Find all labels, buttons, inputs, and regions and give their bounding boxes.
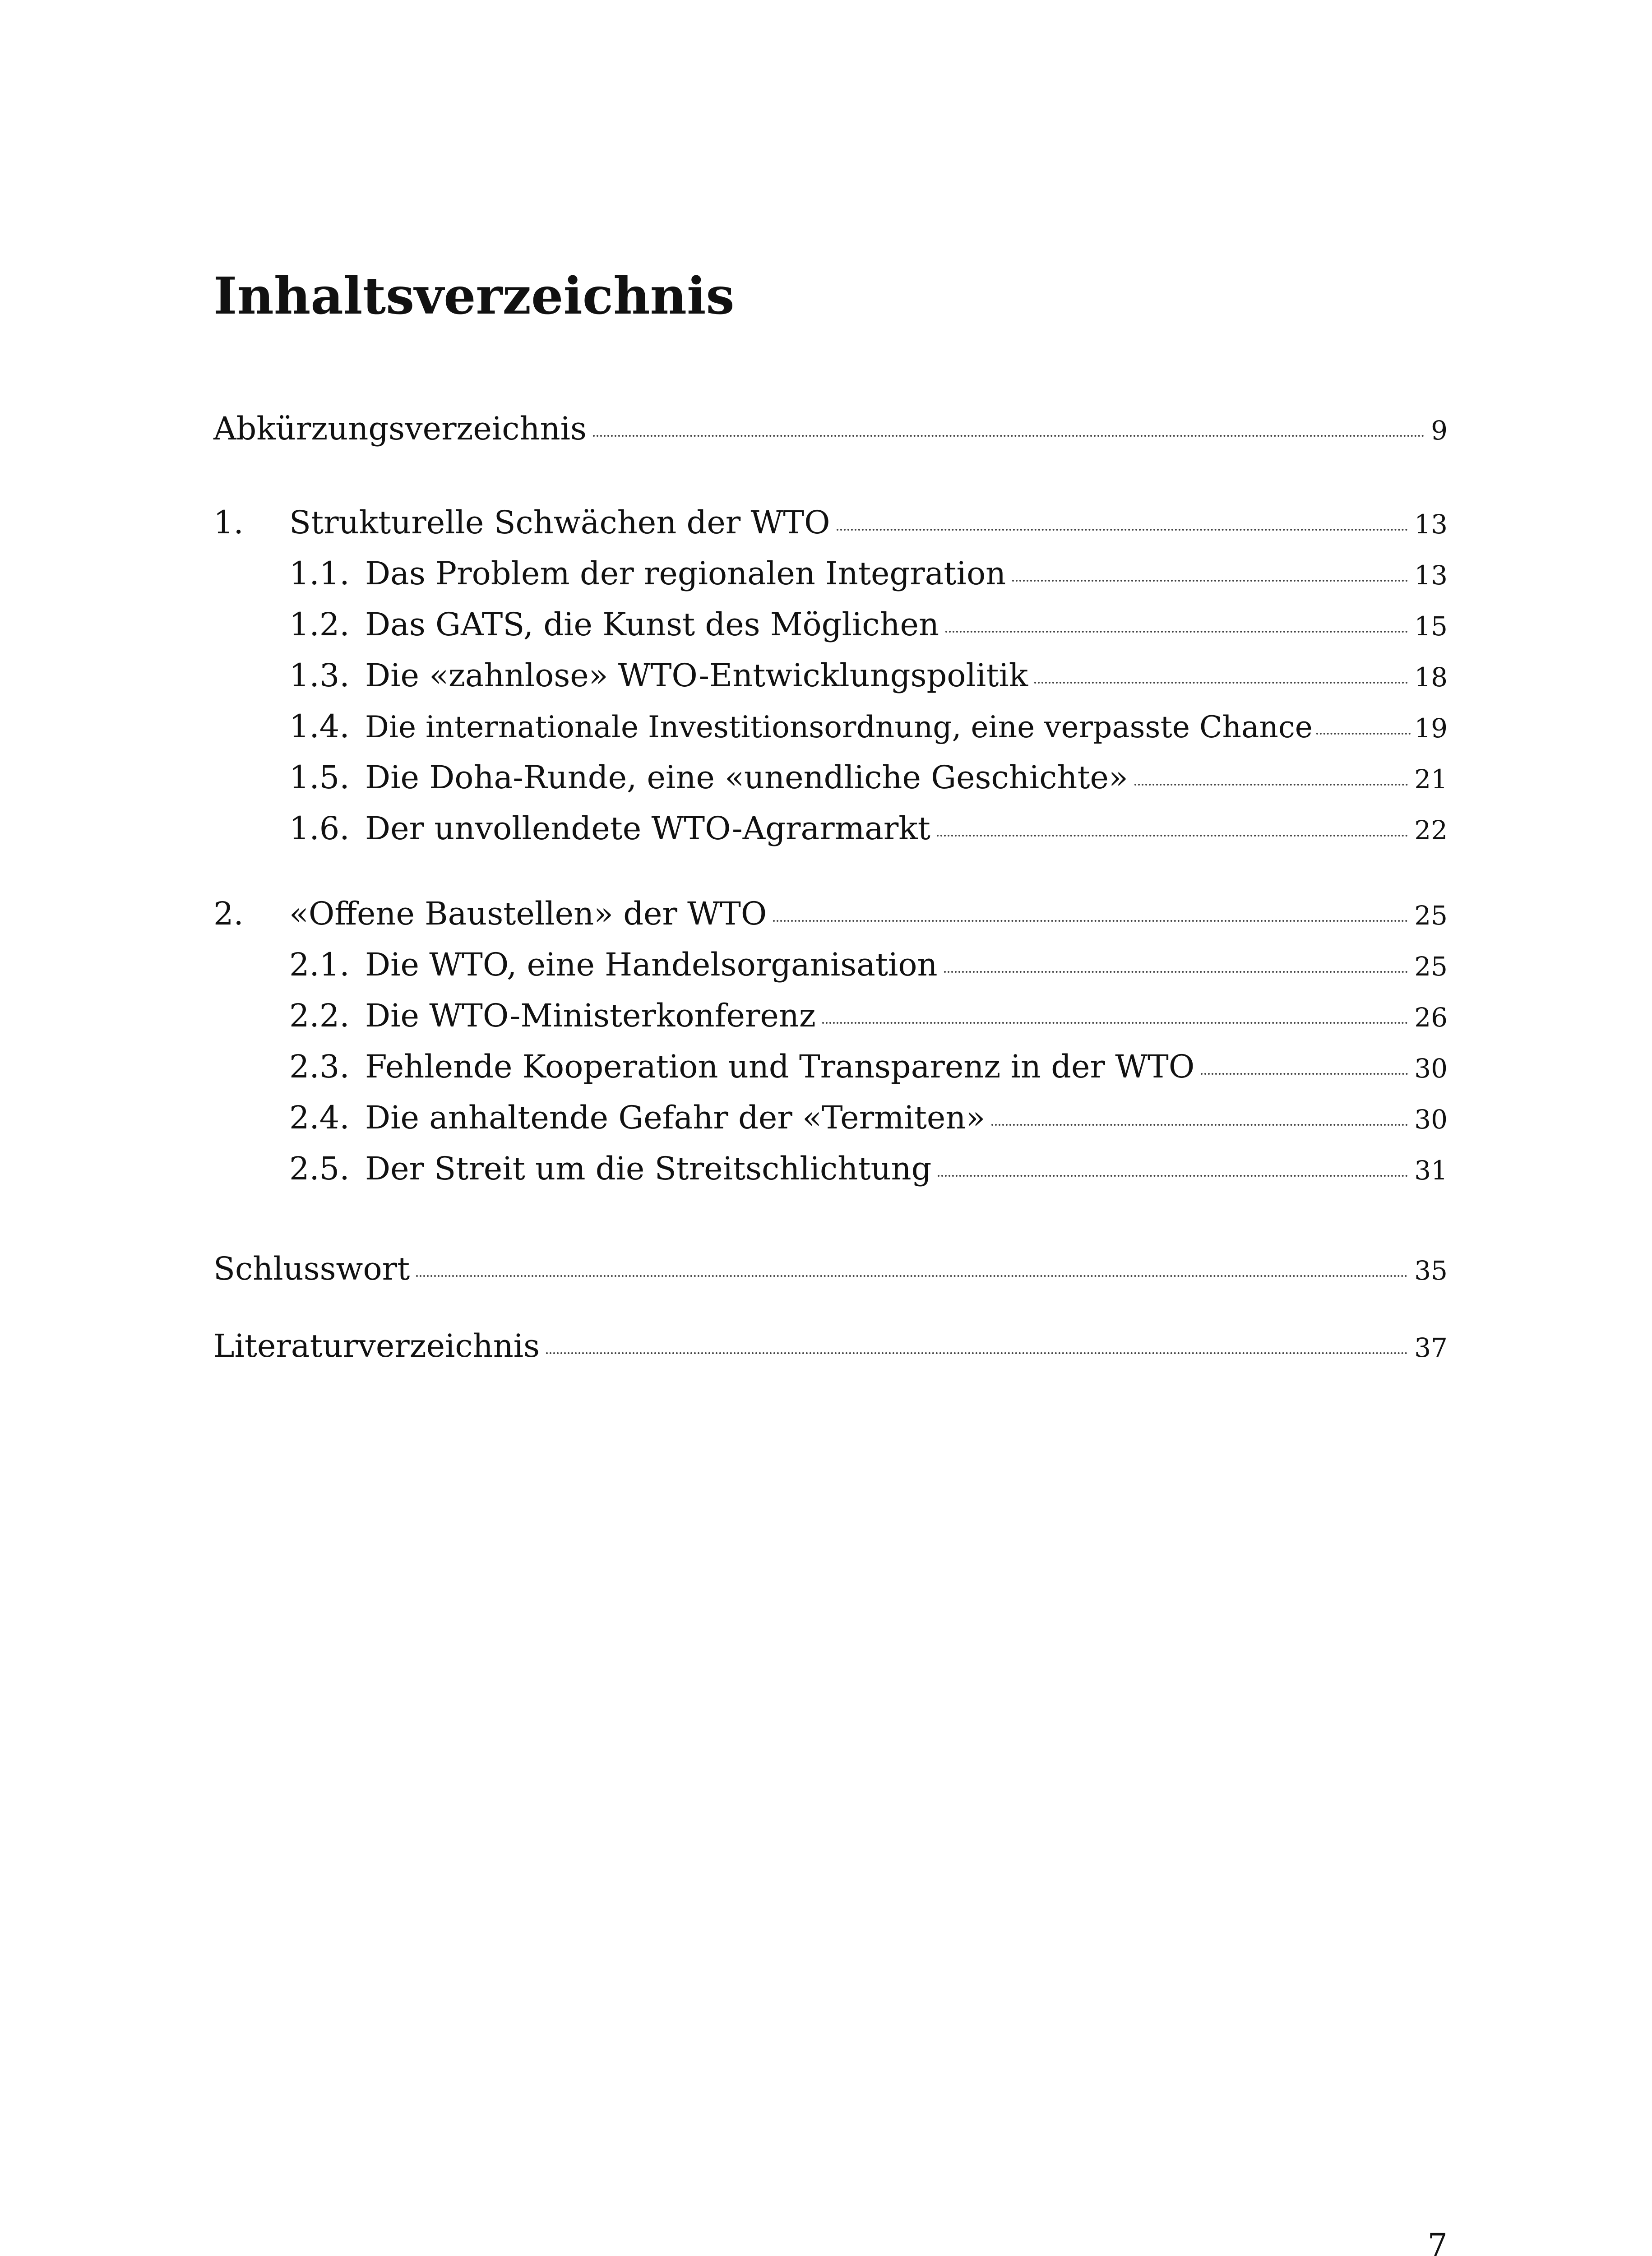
toc-entry-number: 1.6. — [289, 810, 350, 847]
toc-entry-title: Der unvollendete WTO-Agrarmarkt — [365, 810, 930, 847]
toc-entry-title: Die WTO, eine Handelsorganisation — [365, 946, 938, 983]
dot-leader — [822, 1022, 1408, 1024]
toc-entry-section-1-1[interactable] — [289, 555, 1448, 592]
toc-entry-section-2-5[interactable] — [289, 1150, 1448, 1187]
dot-leader — [546, 1352, 1408, 1354]
toc-page-number: 22 — [1414, 815, 1448, 846]
toc-entry-title: «Offene Baustellen» der WTO — [289, 895, 767, 932]
dot-leader — [938, 1175, 1408, 1177]
toc-entry-title: Die «zahnlose» WTO-Entwicklungspolitik — [365, 657, 1028, 694]
toc-entry-literaturverzeichnis[interactable] — [213, 1327, 1448, 1364]
toc-entry-number: 1.3. — [289, 657, 350, 694]
toc-entry-title: Das Problem der regionalen Integration — [365, 555, 1006, 592]
toc-entry-number: 2.4. — [289, 1099, 350, 1136]
toc-page-number: 30 — [1414, 1104, 1448, 1135]
toc-entry-section-2-2[interactable] — [289, 997, 1448, 1034]
toc-entry-title: Die internationale Investitionsordnung, eine verpasste Chance — [365, 710, 1313, 744]
toc-page-number: 25 — [1414, 951, 1448, 982]
toc-page-number: 30 — [1414, 1053, 1448, 1084]
toc-entry-number: 1.5. — [289, 759, 350, 796]
toc-entry-title: Strukturelle Schwächen der WTO — [289, 504, 830, 541]
toc-entry-section-2-4[interactable] — [289, 1099, 1448, 1136]
toc-entry-number: 2.5. — [289, 1150, 350, 1187]
toc-entry-number: 2.1. — [289, 946, 350, 983]
dot-leader — [937, 835, 1408, 837]
toc-page-number: 13 — [1414, 560, 1448, 591]
page-title: Inhaltsverzeichnis — [213, 267, 735, 326]
dot-leader — [1201, 1073, 1408, 1075]
dot-leader — [837, 529, 1408, 531]
toc-entry-title: Das GATS, die Kunst des Möglichen — [365, 606, 939, 643]
toc-entry-title: Fehlende Kooperation und Transparenz in der WTO — [365, 1048, 1195, 1085]
dot-leader — [1316, 733, 1411, 735]
dot-leader — [773, 920, 1408, 922]
toc-entry-number: 2.3. — [289, 1048, 350, 1085]
toc-page-number: 15 — [1414, 611, 1448, 642]
toc-page-number: 25 — [1414, 900, 1448, 931]
dot-leader — [416, 1275, 1408, 1277]
page-number: 7 — [1427, 2227, 1448, 2256]
dot-leader — [1134, 784, 1408, 786]
toc-entry-title: Die anhaltende Gefahr der «Termiten» — [365, 1099, 986, 1136]
dot-leader — [1034, 682, 1408, 684]
toc-entry-section-2-1[interactable] — [289, 946, 1448, 983]
toc-page-number: 35 — [1414, 1255, 1448, 1286]
toc-entry-section-1-4[interactable] — [289, 708, 1448, 745]
toc-entry-number: 2. — [213, 895, 244, 932]
toc-entry-number: 1. — [213, 504, 244, 541]
dot-leader — [945, 631, 1408, 633]
toc-entry-number: 1.2. — [289, 606, 350, 643]
toc-entry-number: 2.2. — [289, 997, 350, 1034]
toc-entry-title: Die Doha-Runde, eine «unendliche Geschichte» — [365, 759, 1128, 796]
toc-entry-chapter-2[interactable] — [213, 895, 1448, 932]
toc-entry-title: Abkürzungsverzeichnis — [213, 410, 587, 447]
toc-entry-section-2-3[interactable] — [289, 1048, 1448, 1085]
toc-entry-number: 1.4. — [289, 708, 350, 745]
toc-entry-title: Der Streit um die Streitschlichtung — [365, 1150, 932, 1187]
toc-page-number: 31 — [1414, 1155, 1448, 1186]
toc-entry-schlusswort[interactable] — [213, 1250, 1448, 1287]
toc-page-number: 26 — [1414, 1002, 1448, 1033]
toc-page-number: 18 — [1414, 662, 1448, 693]
toc-page-number: 21 — [1414, 764, 1448, 795]
dot-leader — [944, 971, 1408, 973]
toc-page-number: 13 — [1414, 509, 1448, 540]
toc-entry-chapter-1[interactable] — [213, 504, 1448, 541]
toc-entry-section-1-5[interactable] — [289, 759, 1448, 796]
toc-page-number: 19 — [1414, 713, 1448, 744]
toc-entry-section-1-2[interactable] — [289, 606, 1448, 643]
toc-entry-title: Schlusswort — [213, 1250, 410, 1287]
toc-entry-number: 1.1. — [289, 555, 350, 592]
toc-entry-title: Literaturverzeichnis — [213, 1327, 540, 1364]
toc-entry-title: Die WTO-Ministerkonferenz — [365, 997, 816, 1034]
toc-page-number: 9 — [1431, 415, 1448, 446]
toc-page-number: 37 — [1414, 1332, 1448, 1363]
toc-entry-section-1-3[interactable] — [289, 657, 1448, 694]
dot-leader — [1012, 580, 1408, 582]
toc-entry-abkuerzungsverzeichnis[interactable] — [213, 410, 1448, 447]
dot-leader — [593, 435, 1425, 437]
dot-leader — [991, 1124, 1408, 1126]
toc-entry-section-1-6[interactable] — [289, 810, 1448, 847]
